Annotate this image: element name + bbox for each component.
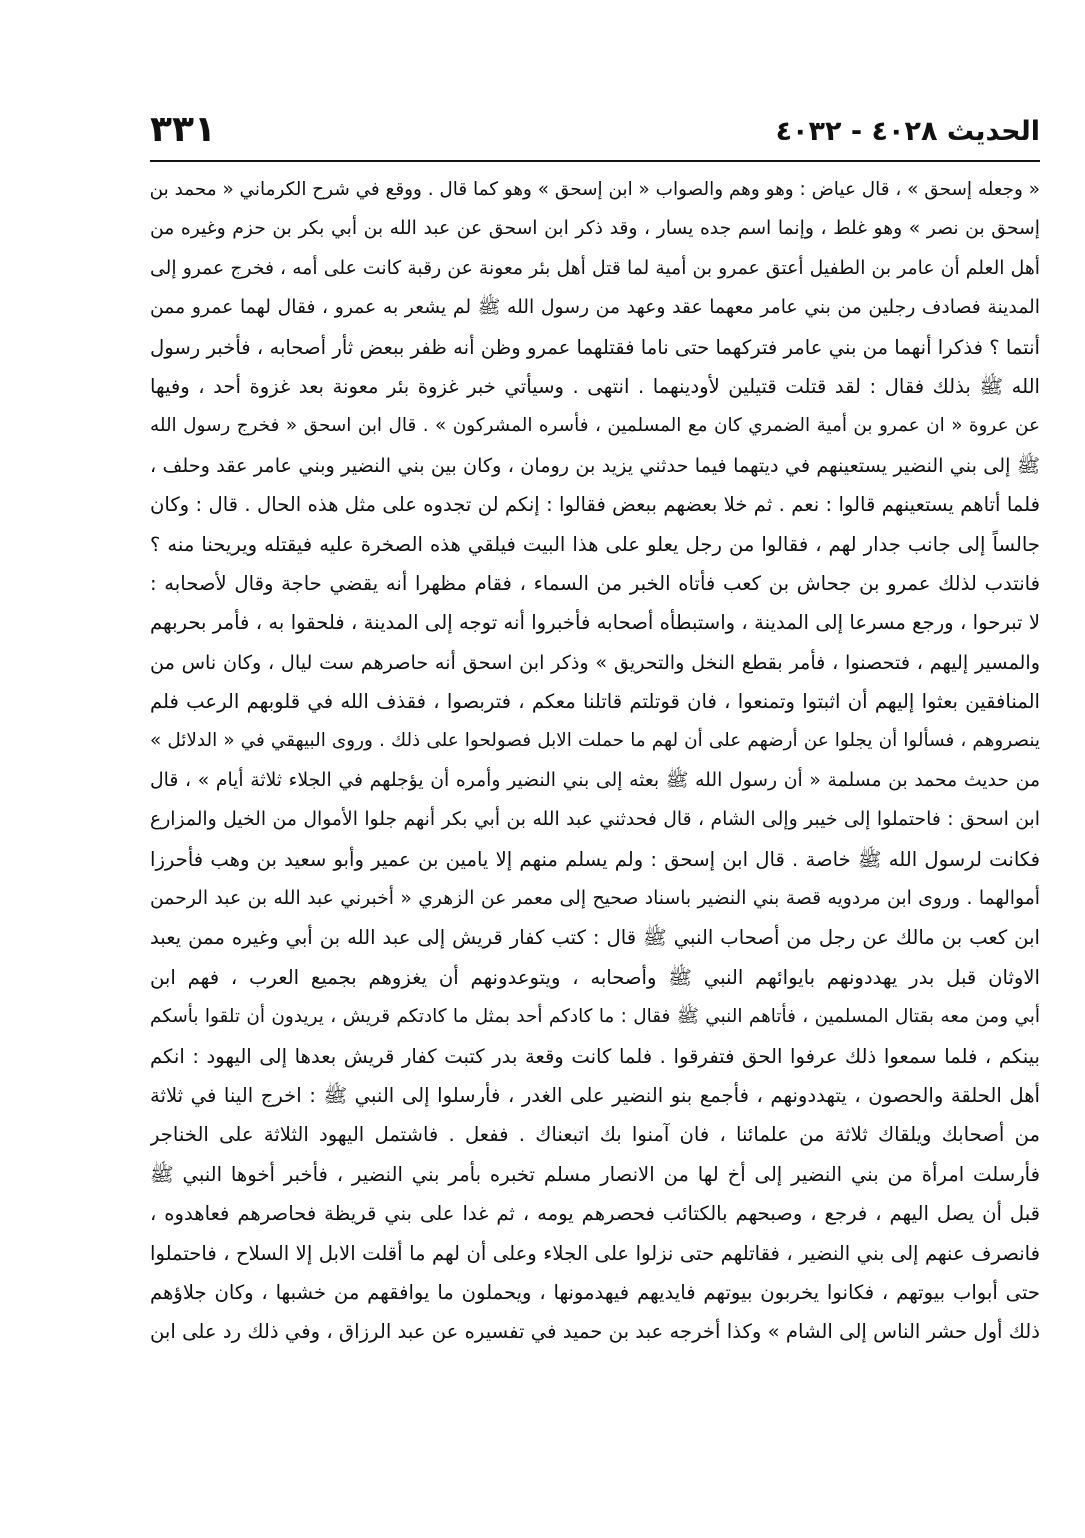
page-header — [150, 108, 1040, 160]
page-number: ٣٣١ — [150, 109, 216, 150]
text-line: المنافقين بعثوا إليهم أن اثبتوا وتمنعوا ، فان قوتلتم قاتلنا معكم ، فتربصوا ، فقذف الله في قلوبهم الرعب فلم — [150, 690, 1040, 714]
text-line: لا تبرحوا ، ورجع مسرعا إلى المدينة ، واستبطأه أصحابه فأخبروا أنه توجه إلى المدينة ، فلحقوا به ، فأمر بحربهم — [150, 611, 1040, 635]
text-line: من أصحابك ويلقاك ثلاثة من علمائنا ، فان آمنوا بك اتبعناك . ففعل . فاشتمل اليهود الثلاثة على الخناجر — [150, 1123, 1040, 1147]
text-line: حتى أبواب بيوتهم ، فكانوا يخربون بيوتهم فايديهم فيهدمونها ، ويحملون ما يوافقهم من خشبها ، وكان جلاؤهم — [150, 1280, 1040, 1304]
text-line: ابن كعب بن مالك عن رجل من أصحاب النبي ﷺ قال : كتب كفار قريش إلى عبد الله بن أبي وغيره ممن يعبد — [150, 926, 1040, 950]
text-line: فانتدب لذلك عمرو بن جحاش بن كعب فأتاه الخبر من السماء ، فقام مظهرا أنه يقضي حاجة وقال لأصحابه : — [150, 571, 1040, 595]
text-line: والمسير إليهم ، فتحصنوا ، فأمر بقطع النخل والتحريق » وذكر ابن اسحق أنه حاصرهم ست ليال ، وكان ناس من — [150, 650, 1040, 674]
text-line: بينكم ، فلما سمعوا ذلك عرفوا الحق فتفرقوا . فلما كانت وقعة بدر كتبت كفار قريش بعدها إلى اليهود : انكم — [150, 1044, 1040, 1068]
text-line: من حديث محمد بن مسلمة « أن رسول الله ﷺ بعثه إلى بني النضير وأمره أن يؤجلهم في الجلاء ثلاثة أيام » ، قال — [150, 769, 1040, 791]
text-line: عن عروة « ان عمرو بن أمية الضمري كان مع المسلمين ، فأسره المشركون » . قال ابن اسحق « فخرج رسول الله — [150, 415, 1040, 437]
text-line: ﷺ إلى بني النضير يستعينهم في ديتهما فيما حدثني يزيد بن رومان ، وكان بين بني النضير وبني عامر عقد وحلف ، — [150, 453, 1040, 477]
body-text — [150, 170, 1040, 1352]
text-line: فأرسلت امرأة من بني النضير إلى أخ لها من الانصار مسلم تخبره بأمر بني النضير ، فأخبر أخوها النبي ﷺ — [150, 1162, 1040, 1186]
text-line: أنتما ؟ فذكرا أنهما من بني عامر فتركهما حتى ناما فقتلهما عمرو وظن أنه ظفر ببعض ثأر أصحابه ، فأخبر رسول — [150, 335, 1040, 359]
header-rule — [150, 160, 1040, 162]
text-line: الاوثان قبل بدر يهددونهم بايوائهم النبي ﷺ وأصحابه ، ويتوعدونهم أن يغزوهم بجميع العرب ، فهم ابن — [150, 965, 1040, 989]
text-line: فكانت لرسول الله ﷺ خاصة . قال ابن إسحق : ولم يسلم منهم إلا يامين بن عمير وأبو سعيد بن وهب فأحرزا — [150, 847, 1040, 871]
text-line: إسحق بن نصر » وهو غلط ، وإنما اسم جده يسار ، وقد ذكر ابن اسحق عن عبد الله بن أبي بكر بن حزم وغيره من — [150, 218, 1040, 240]
text-line: أهل العلم أن عامر بن الطفيل أعتق عمرو بن أمية لما قتل أهل بئر معونة عن رقبة كانت على أمه ، فخرج عمرو إلى — [150, 257, 1040, 279]
text-line: الله ﷺ بذلك فقال : لقد قتلت قتيلين لأودينهما . انتهى . وسيأتي خبر غزوة بئر معونة بعد غزوة أحد ، وفيها — [150, 374, 1040, 398]
text-line: جالساً إلى جانب جدار لهم ، فقالوا من رجل يعلو على هذا البيت فيلقي هذه الصخرة عليه فيقتله ويريحنا منه ؟ — [150, 532, 1040, 556]
text-line: المدينة فصادف رجلين من بني عامر معهما عقد وعهد من رسول الله ﷺ لم يشعر به عمرو ، فقال لهما عمرو ممن — [150, 297, 1040, 319]
running-title: الحديث ٤٠٢٨ - ٤٠٣٢ — [775, 116, 1040, 147]
text-line: « وجعله إسحق » ، قال عياض : وهو وهم والصواب « ابن إسحق » وهو كما قال . ووقع في شرح الكرماني « محمد بن — [150, 179, 1040, 200]
text-line: فانصرف عنهم إلى بني النضير ، فقاتلهم حتى نزلوا على الجلاء وعلى أن لهم ما أقلت الابل إلا السلاح ، فاحتملوا — [150, 1241, 1040, 1265]
text-line: فلما أتاهم يستعينهم قالوا : نعم . ثم خلا بعضهم ببعض فقالوا : إنكم لن تجدوه على مثل هذه الحال . قال : وكان — [150, 493, 1040, 517]
text-line: أموالهما . وروى ابن مردويه قصة بني النضير باسناد صحيح إلى معمر عن الزهري « أخبرني عبد الله بن عبد الرحمن — [150, 888, 1040, 910]
text-line: أبي ومن معه بقتال المسلمين ، فأتاهم النبي ﷺ فقال : ما كادكم أحد بمثل ما كادتكم قريش ، يريدون أن تلقوا بأسكم — [150, 1006, 1040, 1028]
text-line: قبل أن يصل اليهم ، فرجع ، وصبحهم بالكتائب فحصرهم يومه ، ثم غدا على بني قريظة فحاصرهم فعاهدوه ، — [150, 1202, 1040, 1226]
text-line: ذلك أول حشر الناس إلى الشام » وكذا أخرجه عبد بن حميد في تفسيره عن عبد الرزاق ، وفي ذلك رد على ابن — [150, 1320, 1040, 1344]
text-line: أهل الحلقة والحصون ، يتهددونهم ، فأجمع بنو النضير على الغدر ، فأرسلوا إلى النبي ﷺ : اخرج الينا في ثلاثة — [150, 1083, 1040, 1107]
text-line: ابن اسحق : فاحتملوا إلى خيبر وإلى الشام ، قال فحدثني عبد الله بن أبي بكر أنهم جلوا الأموال من الخيل والمزارع — [150, 809, 1040, 831]
text-line: ينصروهم ، فسألوا أن يجلوا عن أرضهم على أن لهم ما حملت الابل فصولحوا على ذلك . وروى البيهقي في « الدلائل » — [150, 730, 1040, 752]
